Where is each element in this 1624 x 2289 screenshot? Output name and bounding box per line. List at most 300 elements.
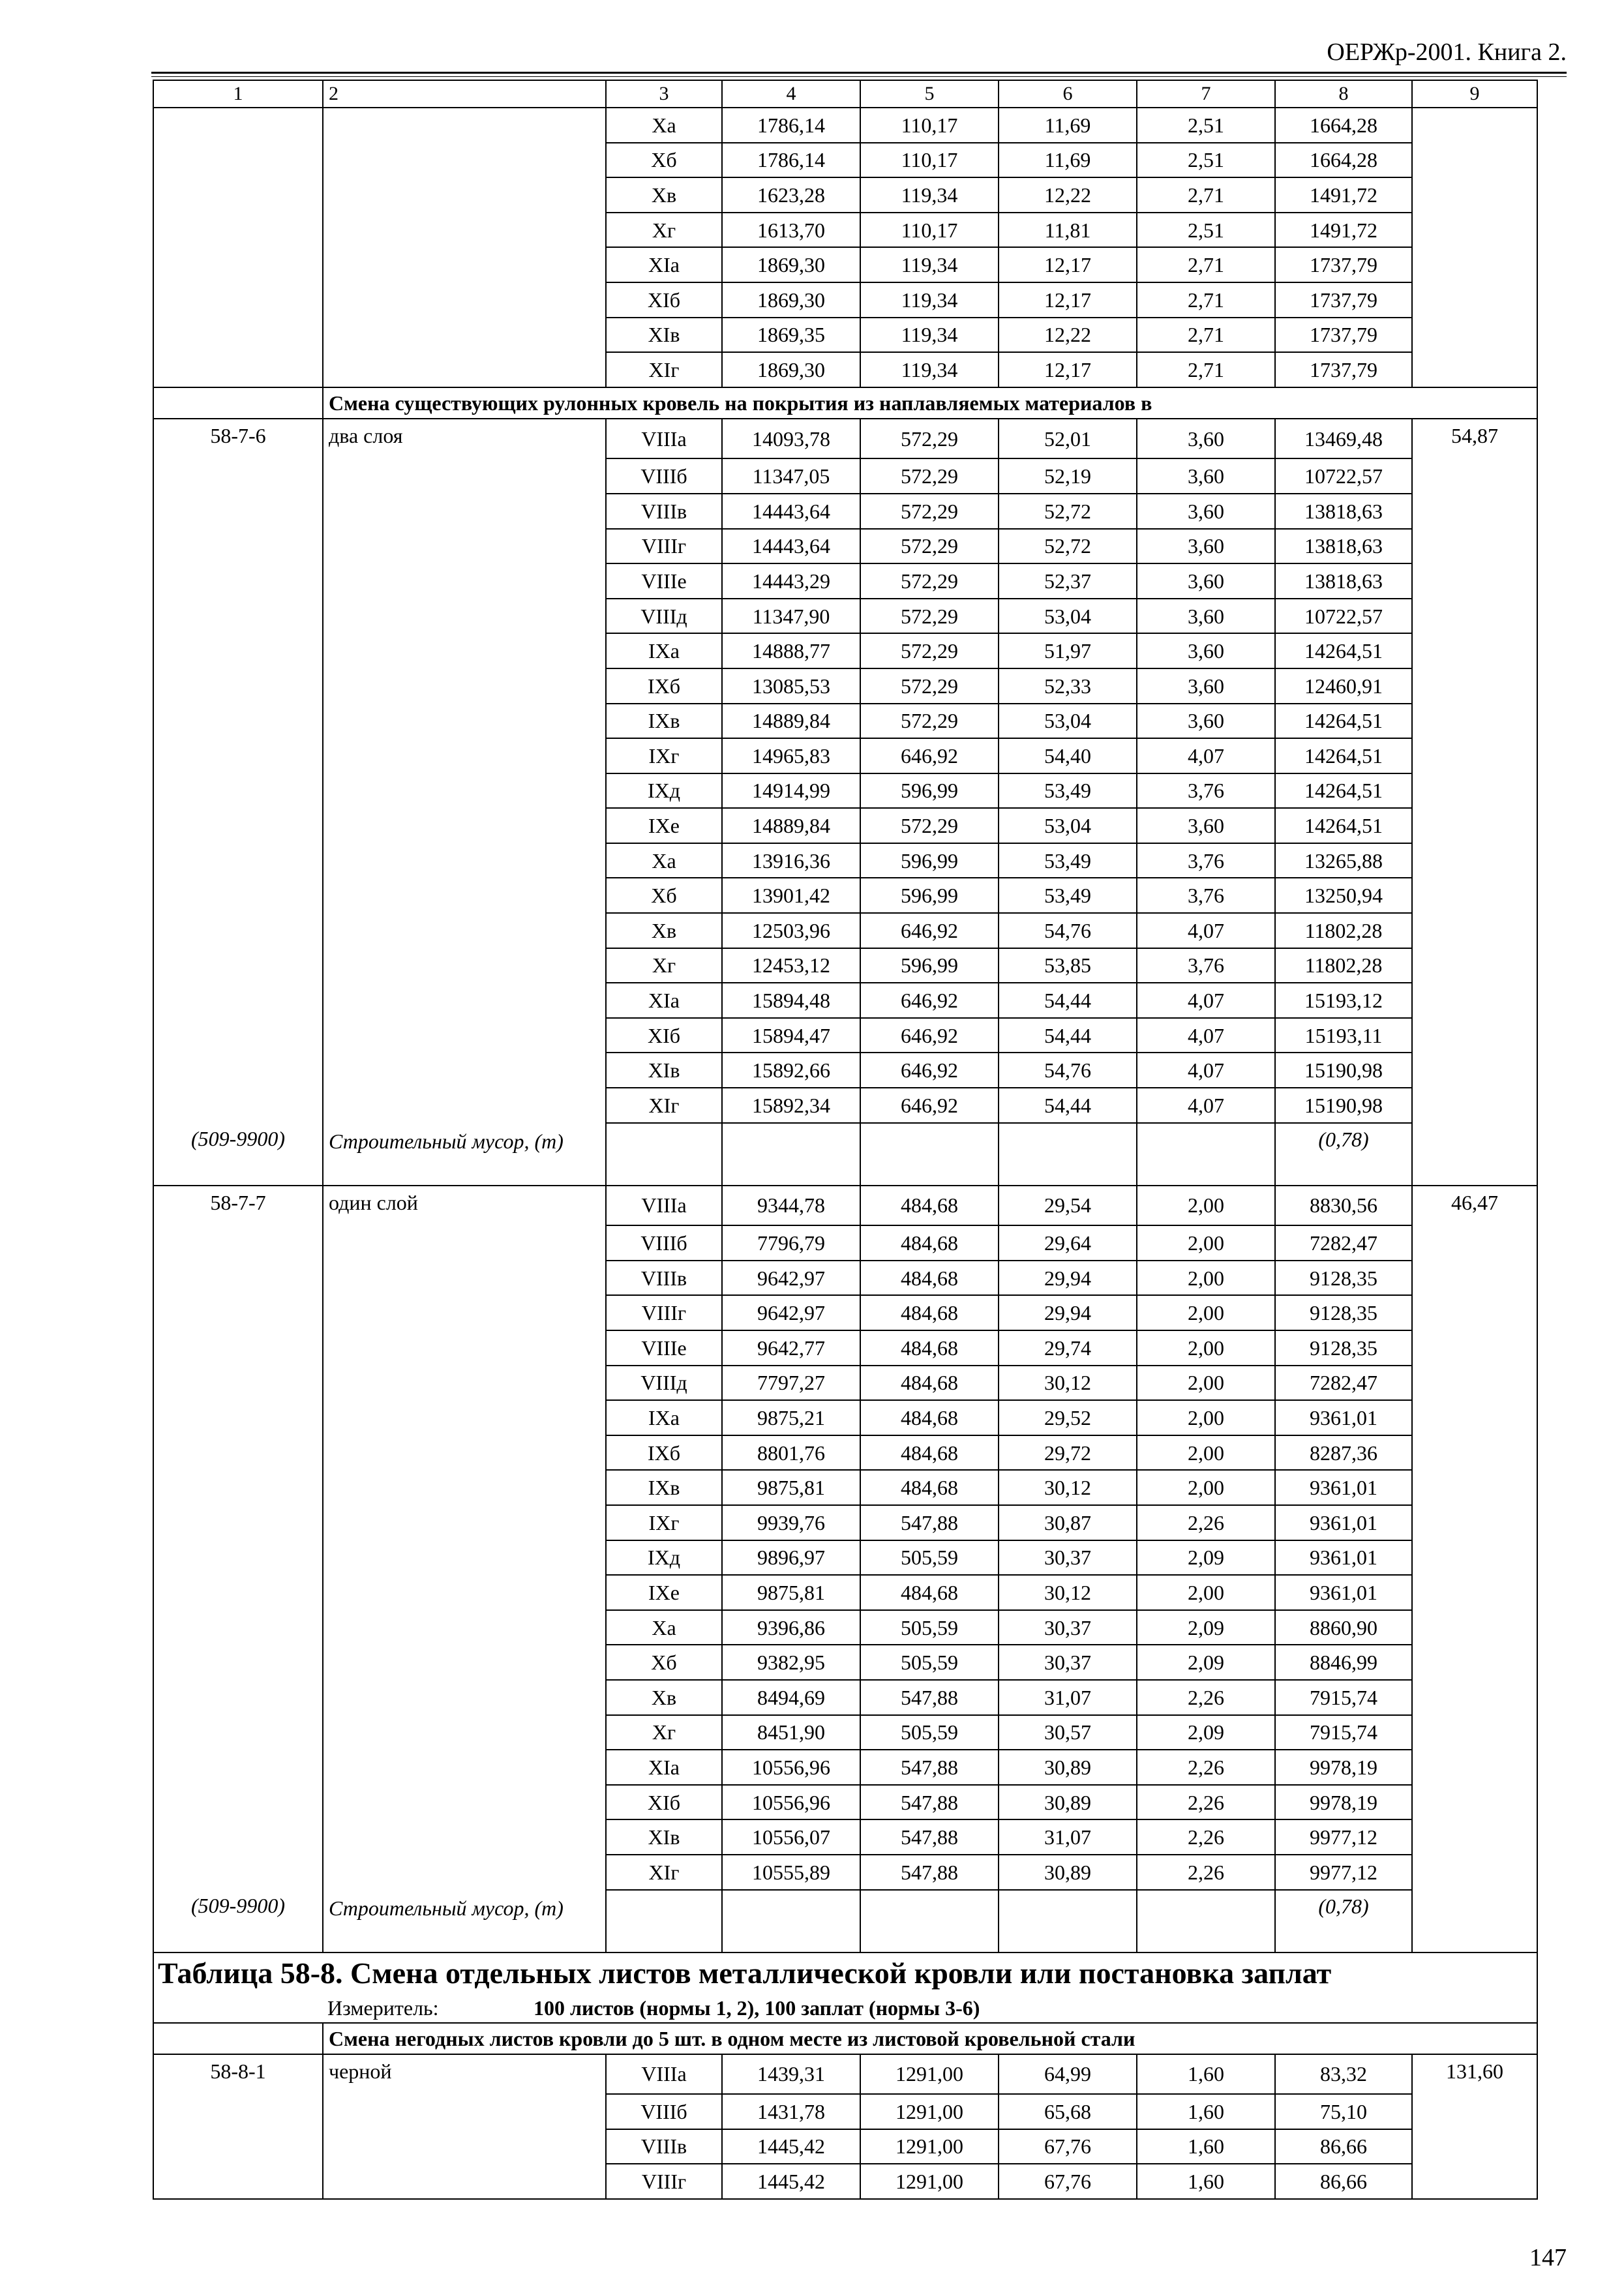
value-cell: 646,92 xyxy=(860,913,999,948)
value-cell: 3,76 xyxy=(1137,843,1275,878)
table-row xyxy=(153,1330,1537,1366)
value-cell: 119,34 xyxy=(860,318,999,353)
col9-cell xyxy=(1412,599,1537,634)
value-cell: 1786,14 xyxy=(722,143,860,178)
value-cell: 1491,72 xyxy=(1275,213,1412,248)
col9-cell xyxy=(1412,1785,1537,1820)
table-row xyxy=(153,1053,1537,1088)
value-cell: 505,59 xyxy=(860,1645,999,1680)
value-cell: 12,17 xyxy=(999,247,1137,282)
code-cell xyxy=(153,2164,323,2199)
value-cell: 2,00 xyxy=(1137,1186,1275,1226)
code-cell xyxy=(153,1225,323,1261)
code-cell xyxy=(153,1018,323,1053)
value-cell: 1439,31 xyxy=(722,2054,860,2095)
value-cell: 15892,34 xyxy=(722,1088,860,1123)
value-cell: XIa xyxy=(606,983,722,1018)
code-cell xyxy=(153,458,323,494)
table-row xyxy=(153,143,1537,178)
value-cell: 2,71 xyxy=(1137,247,1275,282)
value-cell: 14093,78 xyxy=(722,419,860,459)
value-cell: 4,07 xyxy=(1137,738,1275,773)
col9-cell xyxy=(1412,1330,1537,1366)
value-cell: VIIIб xyxy=(606,2094,722,2129)
value-cell: XIa xyxy=(606,247,722,282)
value-cell: 52,19 xyxy=(999,458,1137,494)
value-cell: 29,94 xyxy=(999,1261,1137,1296)
name-cell xyxy=(323,1540,606,1576)
name-cell xyxy=(323,704,606,739)
value-cell: 9396,86 xyxy=(722,1610,860,1645)
name-cell xyxy=(323,177,606,213)
value-cell: IXб xyxy=(606,1435,722,1471)
value-cell: 15193,11 xyxy=(1275,1018,1412,1053)
value-cell: 9896,97 xyxy=(722,1540,860,1576)
column-number: 6 xyxy=(999,80,1137,108)
table-row xyxy=(153,599,1537,634)
value-cell: 75,10 xyxy=(1275,2094,1412,2129)
value-cell: 8451,90 xyxy=(722,1715,860,1750)
value-cell: 8287,36 xyxy=(1275,1435,1412,1471)
code-cell xyxy=(153,282,323,318)
value-cell: 14443,64 xyxy=(722,494,860,529)
col9-cell xyxy=(1412,1750,1537,1785)
value-cell: 1869,30 xyxy=(722,282,860,318)
measure-value: 100 листов (нормы 1, 2), 100 заплат (нормы 3-6) xyxy=(534,1996,980,2020)
value-cell: 8801,76 xyxy=(722,1435,860,1471)
value-cell: 54,44 xyxy=(999,1088,1137,1123)
code-cell xyxy=(153,808,323,843)
value-cell: 15190,98 xyxy=(1275,1088,1412,1123)
code-cell: 58-7-7 xyxy=(153,1186,323,1226)
code-cell xyxy=(153,1540,323,1576)
value-cell: VIIIa xyxy=(606,419,722,459)
value-cell: 3,60 xyxy=(1137,529,1275,564)
col9-cell xyxy=(1412,1018,1537,1053)
value-cell: 119,34 xyxy=(860,282,999,318)
value-cell: 52,33 xyxy=(999,668,1137,704)
value-cell: 2,26 xyxy=(1137,1680,1275,1715)
price-table xyxy=(153,80,1538,2200)
column-number: 3 xyxy=(606,80,722,108)
value-cell: 14914,99 xyxy=(722,773,860,809)
col9-cell xyxy=(1412,878,1537,913)
measure-label: Измеритель: xyxy=(327,1996,439,2020)
value-cell: 1491,72 xyxy=(1275,177,1412,213)
table-title-row xyxy=(153,1952,1537,1994)
value-cell: 30,12 xyxy=(999,1470,1137,1505)
name-cell xyxy=(323,599,606,634)
value-cell: 1664,28 xyxy=(1275,143,1412,178)
value-cell: 10555,89 xyxy=(722,1855,860,1890)
value-cell: IXг xyxy=(606,1505,722,1540)
table-row xyxy=(153,318,1537,353)
name-cell xyxy=(323,1855,606,1890)
value-cell: 14264,51 xyxy=(1275,633,1412,668)
table-row xyxy=(153,948,1537,983)
value-cell: VIIIв xyxy=(606,2129,722,2164)
section-heading: Смена негодных листов кровли до 5 шт. в одном месте из листовой кровельной стали xyxy=(323,2023,1537,2054)
value-cell: 29,72 xyxy=(999,1435,1137,1471)
table-title: Таблица 58-8. Смена отдельных листов металлической кровли или постановка заплат xyxy=(153,1952,1537,1994)
empty-cell xyxy=(999,1890,1137,1952)
table-row xyxy=(153,1261,1537,1296)
value-cell: 9875,81 xyxy=(722,1575,860,1610)
value-cell: 31,07 xyxy=(999,1819,1137,1855)
value-cell: 54,76 xyxy=(999,913,1137,948)
value-cell: 64,99 xyxy=(999,2054,1137,2095)
col9-cell xyxy=(1412,1540,1537,1576)
value-cell: Xa xyxy=(606,843,722,878)
table-row xyxy=(153,1088,1537,1123)
value-cell: 547,88 xyxy=(860,1505,999,1540)
code-cell xyxy=(153,1575,323,1610)
code-cell xyxy=(153,983,323,1018)
code-cell xyxy=(153,878,323,913)
name-cell xyxy=(323,282,606,318)
table-row xyxy=(153,2164,1537,2199)
value-cell: 119,34 xyxy=(860,177,999,213)
value-cell: 13085,53 xyxy=(722,668,860,704)
code-cell xyxy=(153,1400,323,1435)
table-row xyxy=(153,808,1537,843)
value-cell: 3,60 xyxy=(1137,494,1275,529)
value-cell: 547,88 xyxy=(860,1785,999,1820)
table-row xyxy=(153,2054,1537,2095)
col9-cell: 131,60 xyxy=(1412,2054,1537,2095)
value-cell: VIIIa xyxy=(606,2054,722,2095)
code-cell xyxy=(153,1819,323,1855)
value-cell: 2,09 xyxy=(1137,1645,1275,1680)
table-row xyxy=(153,419,1537,459)
code-cell xyxy=(153,529,323,564)
code-cell xyxy=(153,2129,323,2164)
value-cell: 11,81 xyxy=(999,213,1137,248)
value-cell: 30,37 xyxy=(999,1645,1137,1680)
value-cell: 52,72 xyxy=(999,494,1137,529)
name-cell xyxy=(323,1715,606,1750)
col9-cell xyxy=(1412,2164,1537,2199)
col9-cell: 54,87 xyxy=(1412,419,1537,459)
value-cell: 29,64 xyxy=(999,1225,1137,1261)
value-cell: 31,07 xyxy=(999,1680,1137,1715)
value-cell: 484,68 xyxy=(860,1295,999,1330)
value-cell: 2,00 xyxy=(1137,1295,1275,1330)
value-cell: XIг xyxy=(606,1855,722,1890)
value-cell: 2,71 xyxy=(1137,352,1275,387)
value-cell: XIг xyxy=(606,1088,722,1123)
code-cell xyxy=(153,1053,323,1088)
table-row xyxy=(153,1819,1537,1855)
col9-cell xyxy=(1412,1470,1537,1505)
col9-cell: 46,47 xyxy=(1412,1186,1537,1226)
value-cell: VIIIг xyxy=(606,2164,722,2199)
value-cell: 3,60 xyxy=(1137,419,1275,459)
value-cell: 646,92 xyxy=(860,1088,999,1123)
value-cell: 4,07 xyxy=(1137,1088,1275,1123)
value-cell: 54,76 xyxy=(999,1053,1137,1088)
col9-cell xyxy=(1412,913,1537,948)
table-row xyxy=(153,1225,1537,1261)
name-cell xyxy=(323,352,606,387)
value-cell: 4,07 xyxy=(1137,913,1275,948)
value-cell: 572,29 xyxy=(860,494,999,529)
waste-value: (0,78) xyxy=(1275,1123,1412,1186)
value-cell: IXв xyxy=(606,704,722,739)
value-cell: 13818,63 xyxy=(1275,529,1412,564)
col9-cell xyxy=(1412,2094,1537,2129)
value-cell: 14965,83 xyxy=(722,738,860,773)
value-cell: 1737,79 xyxy=(1275,352,1412,387)
column-number: 9 xyxy=(1412,80,1537,108)
value-cell: 2,71 xyxy=(1137,177,1275,213)
value-cell: XIв xyxy=(606,1053,722,1088)
name-cell xyxy=(323,1088,606,1123)
value-cell: XIa xyxy=(606,1750,722,1785)
name-cell xyxy=(323,878,606,913)
table-row xyxy=(153,458,1537,494)
value-cell: 11,69 xyxy=(999,108,1137,143)
value-cell: 1291,00 xyxy=(860,2094,999,2129)
code-cell xyxy=(153,143,323,178)
value-cell: 2,09 xyxy=(1137,1715,1275,1750)
value-cell: 9128,35 xyxy=(1275,1261,1412,1296)
name-cell xyxy=(323,843,606,878)
code-cell xyxy=(153,1261,323,1296)
value-cell: 3,60 xyxy=(1137,704,1275,739)
code-cell xyxy=(153,1295,323,1330)
empty-cell xyxy=(860,1123,999,1186)
value-cell: 2,00 xyxy=(1137,1366,1275,1401)
value-cell: 52,72 xyxy=(999,529,1137,564)
value-cell: 12,17 xyxy=(999,282,1137,318)
col9-cell xyxy=(1412,318,1537,353)
table-row xyxy=(153,1366,1537,1401)
value-cell: 12,22 xyxy=(999,177,1137,213)
value-cell: 2,00 xyxy=(1137,1435,1275,1471)
value-cell: 1737,79 xyxy=(1275,247,1412,282)
value-cell: 484,68 xyxy=(860,1400,999,1435)
empty-cell xyxy=(999,1123,1137,1186)
value-cell: 53,04 xyxy=(999,704,1137,739)
value-cell: 9978,19 xyxy=(1275,1750,1412,1785)
name-cell xyxy=(323,2164,606,2199)
value-cell: 2,26 xyxy=(1137,1819,1275,1855)
name-cell xyxy=(323,1261,606,1296)
col9-cell xyxy=(1412,1575,1537,1610)
value-cell: Xб xyxy=(606,1645,722,1680)
column-number: 5 xyxy=(860,80,999,108)
value-cell: 11,69 xyxy=(999,143,1137,178)
name-cell: один слой xyxy=(323,1186,606,1226)
name-cell xyxy=(323,318,606,353)
value-cell: 9875,81 xyxy=(722,1470,860,1505)
value-cell: 547,88 xyxy=(860,1750,999,1785)
value-cell: 30,89 xyxy=(999,1855,1137,1890)
value-cell: 484,68 xyxy=(860,1330,999,1366)
header-rule xyxy=(151,72,1567,74)
col9-cell xyxy=(1412,738,1537,773)
value-cell: 3,60 xyxy=(1137,668,1275,704)
col9-cell xyxy=(1412,247,1537,282)
value-cell: Xг xyxy=(606,213,722,248)
col9-cell xyxy=(1412,1088,1537,1123)
value-cell: 2,00 xyxy=(1137,1225,1275,1261)
table-row xyxy=(153,1540,1537,1576)
value-cell: 7282,47 xyxy=(1275,1225,1412,1261)
value-cell: Xa xyxy=(606,1610,722,1645)
waste-value: (0,78) xyxy=(1275,1890,1412,1952)
col9-cell xyxy=(1412,1225,1537,1261)
code-cell xyxy=(153,913,323,948)
value-cell: 9382,95 xyxy=(722,1645,860,1680)
value-cell: VIIIв xyxy=(606,1261,722,1296)
col9-cell xyxy=(1412,529,1537,564)
value-cell: 9939,76 xyxy=(722,1505,860,1540)
value-cell: 1,60 xyxy=(1137,2129,1275,2164)
name-cell xyxy=(323,1750,606,1785)
value-cell: 110,17 xyxy=(860,108,999,143)
col9-cell xyxy=(1412,1261,1537,1296)
col9-cell xyxy=(1412,1366,1537,1401)
col9-cell xyxy=(1412,1505,1537,1540)
value-cell: 10556,96 xyxy=(722,1750,860,1785)
empty-cell xyxy=(153,387,323,419)
value-cell: 505,59 xyxy=(860,1540,999,1576)
value-cell: 14264,51 xyxy=(1275,808,1412,843)
col9-cell xyxy=(1412,352,1537,387)
col9-cell xyxy=(1412,633,1537,668)
table-row xyxy=(153,494,1537,529)
col9-cell xyxy=(1412,704,1537,739)
value-cell: 2,00 xyxy=(1137,1261,1275,1296)
table-row xyxy=(153,633,1537,668)
code-cell xyxy=(153,1645,323,1680)
name-cell xyxy=(323,1645,606,1680)
value-cell: 2,26 xyxy=(1137,1785,1275,1820)
column-number: 7 xyxy=(1137,80,1275,108)
empty-cell xyxy=(606,1123,722,1186)
value-cell: 2,00 xyxy=(1137,1330,1275,1366)
value-cell: XIб xyxy=(606,1785,722,1820)
name-cell xyxy=(323,983,606,1018)
table-row xyxy=(153,1470,1537,1505)
table-row xyxy=(153,2129,1537,2164)
name-cell xyxy=(323,2094,606,2129)
name-cell xyxy=(323,1575,606,1610)
empty-cell xyxy=(860,1890,999,1952)
value-cell: 29,94 xyxy=(999,1295,1137,1330)
col9-cell xyxy=(1412,773,1537,809)
value-cell: 9642,77 xyxy=(722,1330,860,1366)
code-cell xyxy=(153,704,323,739)
name-cell xyxy=(323,1505,606,1540)
table-row xyxy=(153,1610,1537,1645)
value-cell: 13265,88 xyxy=(1275,843,1412,878)
table-row xyxy=(153,1400,1537,1435)
name-cell xyxy=(323,738,606,773)
page-number: 147 xyxy=(1529,2244,1567,2271)
col9-cell xyxy=(1412,668,1537,704)
value-cell: 547,88 xyxy=(860,1855,999,1890)
value-cell: Xб xyxy=(606,143,722,178)
value-cell: 646,92 xyxy=(860,983,999,1018)
empty-cell xyxy=(153,2023,323,2054)
value-cell: 14889,84 xyxy=(722,704,860,739)
col9-cell xyxy=(1412,1400,1537,1435)
value-cell: 11347,90 xyxy=(722,599,860,634)
value-cell: XIб xyxy=(606,282,722,318)
value-cell: 54,44 xyxy=(999,1018,1137,1053)
name-cell xyxy=(323,1819,606,1855)
value-cell: 572,29 xyxy=(860,563,999,599)
value-cell: VIIIе xyxy=(606,1330,722,1366)
col9-cell xyxy=(1412,282,1537,318)
empty-cell xyxy=(1412,1890,1537,1952)
value-cell: 7796,79 xyxy=(722,1225,860,1261)
table-row xyxy=(153,1575,1537,1610)
value-cell: 14264,51 xyxy=(1275,773,1412,809)
name-cell xyxy=(323,633,606,668)
value-cell: Xв xyxy=(606,913,722,948)
value-cell: 53,04 xyxy=(999,808,1137,843)
value-cell: 7915,74 xyxy=(1275,1680,1412,1715)
value-cell: 83,32 xyxy=(1275,2054,1412,2095)
value-cell: 119,34 xyxy=(860,247,999,282)
value-cell: 13250,94 xyxy=(1275,878,1412,913)
code-cell xyxy=(153,843,323,878)
value-cell: 30,12 xyxy=(999,1366,1137,1401)
value-cell: Xг xyxy=(606,1715,722,1750)
col9-cell xyxy=(1412,2129,1537,2164)
value-cell: 484,68 xyxy=(860,1225,999,1261)
col9-cell xyxy=(1412,843,1537,878)
empty-cell xyxy=(722,1123,860,1186)
table-row xyxy=(153,773,1537,809)
value-cell: Xб xyxy=(606,878,722,913)
value-cell: 15894,47 xyxy=(722,1018,860,1053)
value-cell: 9977,12 xyxy=(1275,1855,1412,1890)
value-cell: IXд xyxy=(606,773,722,809)
value-cell: 9642,97 xyxy=(722,1261,860,1296)
value-cell: 11802,28 xyxy=(1275,913,1412,948)
code-cell xyxy=(153,1470,323,1505)
value-cell: 8830,56 xyxy=(1275,1186,1412,1226)
value-cell: 12,22 xyxy=(999,318,1137,353)
value-cell: 54,44 xyxy=(999,983,1137,1018)
col9-cell xyxy=(1412,1680,1537,1715)
value-cell: 54,40 xyxy=(999,738,1137,773)
value-cell: 67,76 xyxy=(999,2129,1137,2164)
code-cell xyxy=(153,948,323,983)
table-row xyxy=(153,177,1537,213)
col9-cell xyxy=(1412,494,1537,529)
code-cell xyxy=(153,108,323,143)
table-row xyxy=(153,738,1537,773)
name-cell xyxy=(323,1470,606,1505)
value-cell: 30,89 xyxy=(999,1750,1137,1785)
code-cell xyxy=(153,1785,323,1820)
col9-cell xyxy=(1412,1295,1537,1330)
value-cell: 572,29 xyxy=(860,599,999,634)
value-cell: 67,76 xyxy=(999,2164,1137,2199)
table-row xyxy=(153,1505,1537,1540)
value-cell: VIIIд xyxy=(606,1366,722,1401)
col9-cell xyxy=(1412,983,1537,1018)
value-cell: 29,74 xyxy=(999,1330,1137,1366)
value-cell: 53,04 xyxy=(999,599,1137,634)
name-cell xyxy=(323,108,606,143)
